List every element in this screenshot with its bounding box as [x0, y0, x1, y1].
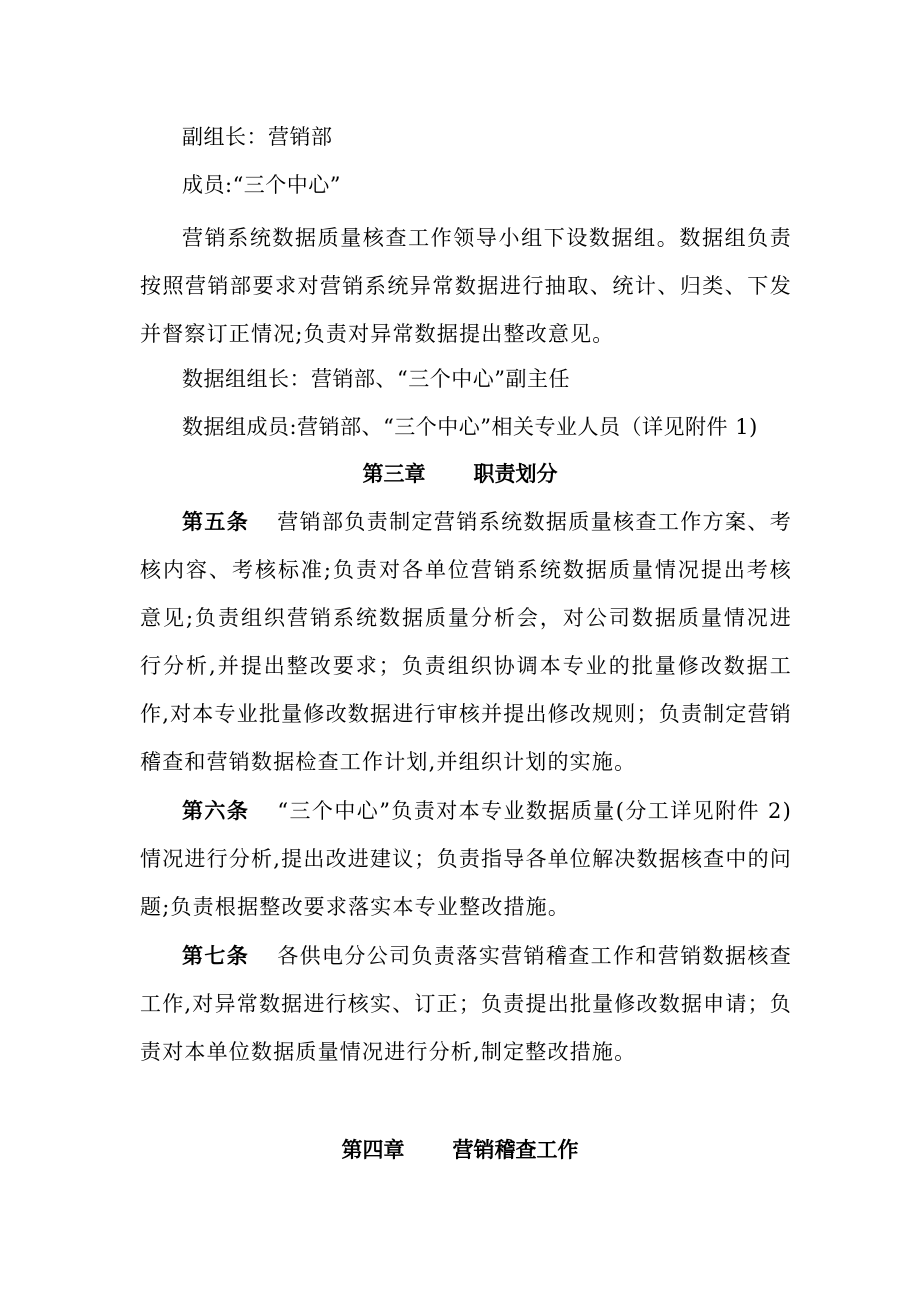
- chapter-4-number: 第四章: [341, 1137, 405, 1162]
- article-6-label: 第六条: [182, 798, 250, 823]
- chapter-4-heading: [0, 1136, 920, 1164]
- article-7: [140, 932, 792, 1076]
- article-5-label: 第五条: [182, 509, 250, 534]
- article-7-text: 各供电分公司负责落实营销稽查工作和营销数据核查工作,对异常数据进行核实、订正；负责提出批量修改数据申请；负责对本单位数据质量情况进行分析,制定整改措施。: [140, 944, 792, 1064]
- chapter-4-title: 营销稽查工作: [452, 1137, 579, 1162]
- article-6-text: “三个中心”负责对本专业数据质量(分工详见附件 2)情况进行分析,提出改进建议；负责指导各单位解决数据核查中的问题;负责根据整改要求落实本专业整改措施。: [140, 799, 793, 919]
- data-group-members-line: 数据组成员:营销部、“三个中心”相关专业人员（详见附件 1): [182, 415, 758, 439]
- article-6: [140, 787, 792, 931]
- article-7-label: 第七条: [182, 943, 250, 968]
- deputy-leader-line: 副组长：营销部: [182, 125, 333, 149]
- data-group-leader-line: 数据组组长：营销部、“三个中心”副主任: [182, 367, 570, 391]
- members-line: 成员:“三个中心”: [182, 173, 342, 197]
- chapter-3-heading: [0, 460, 920, 488]
- data-group-intro-paragraph: 营销系统数据质量核查工作领导小组下设数据组。数据组负责按照营销部要求对营销系统异常数据进行抽取、统计、归类、下发并督察订正情况;负责对异常数据提出整改意见。: [140, 226, 792, 346]
- article-5: [140, 498, 792, 786]
- chapter-3-title: 职责划分: [473, 461, 558, 486]
- article-5-text: 营销部负责制定营销系统数据质量核查工作方案、考核内容、考核标准;负责对各单位营销系统数据质量情况提出考核意见;负责组织营销系统数据质量分析会，对公司数据质量情况进行分析,并提出整改要求；负责组织协调本专业的批量修改数据工作,对本专业批量修改数据进行审核并提出修改规则；负责制定营销稽查和营销数据检查工作计划,并组织计划的实施。: [140, 510, 792, 774]
- chapter-3-number: 第三章: [362, 461, 426, 486]
